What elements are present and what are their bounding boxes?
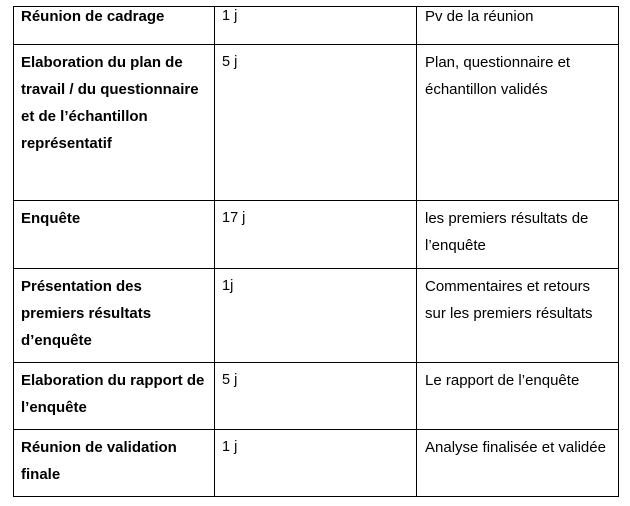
duration-text: 1 j <box>222 8 238 24</box>
task-text: Enquête <box>21 210 81 227</box>
deliverable-cell <box>417 430 619 497</box>
duration-text: 17 j <box>222 210 246 226</box>
duration-cell <box>215 363 417 430</box>
deliverable-cell <box>417 45 619 201</box>
deliverable-text: Commentaires et retours sur les premiers résultats <box>425 278 593 322</box>
task-text: Elaboration du rapport de l’enquête <box>21 372 205 416</box>
duration-text: 5 j <box>222 54 238 70</box>
table-row <box>14 45 619 201</box>
deliverable-text: Le rapport de l’enquête <box>425 372 580 389</box>
duration-text: 1j <box>222 278 234 294</box>
table-row <box>14 430 619 497</box>
deliverable-text: les premiers résultats de l’enquête <box>425 210 589 254</box>
task-cell <box>14 269 215 363</box>
table-row <box>14 269 619 363</box>
task-text: Présentation des premiers résultats d’enquête <box>21 278 152 349</box>
task-cell <box>14 430 215 497</box>
task-text: Elaboration du plan de travail / du questionnaire et de l’échantillon représentatif <box>21 54 199 152</box>
task-cell <box>14 45 215 201</box>
table-row <box>14 363 619 430</box>
duration-cell <box>215 430 417 497</box>
deliverable-cell <box>417 201 619 269</box>
duration-cell <box>215 45 417 201</box>
task-cell <box>14 363 215 430</box>
deliverable-cell <box>417 7 619 45</box>
deliverable-cell <box>417 363 619 430</box>
task-text: Réunion de validation finale <box>21 439 177 483</box>
deliverable-text: Analyse finalisée et validée <box>425 439 606 456</box>
table-row <box>14 201 619 269</box>
duration-text: 1 j <box>222 439 238 455</box>
duration-text: 5 j <box>222 372 238 388</box>
task-text: Réunion de cadrage <box>21 8 165 25</box>
duration-cell <box>215 7 417 45</box>
table-row <box>14 7 619 45</box>
deliverable-text: Plan, questionnaire et échantillon validés <box>425 54 571 98</box>
deliverable-text: Pv de la réunion <box>425 8 534 25</box>
deliverable-cell <box>417 269 619 363</box>
duration-cell <box>215 201 417 269</box>
task-cell <box>14 7 215 45</box>
project-plan-table <box>13 6 619 497</box>
duration-cell <box>215 269 417 363</box>
task-cell <box>14 201 215 269</box>
